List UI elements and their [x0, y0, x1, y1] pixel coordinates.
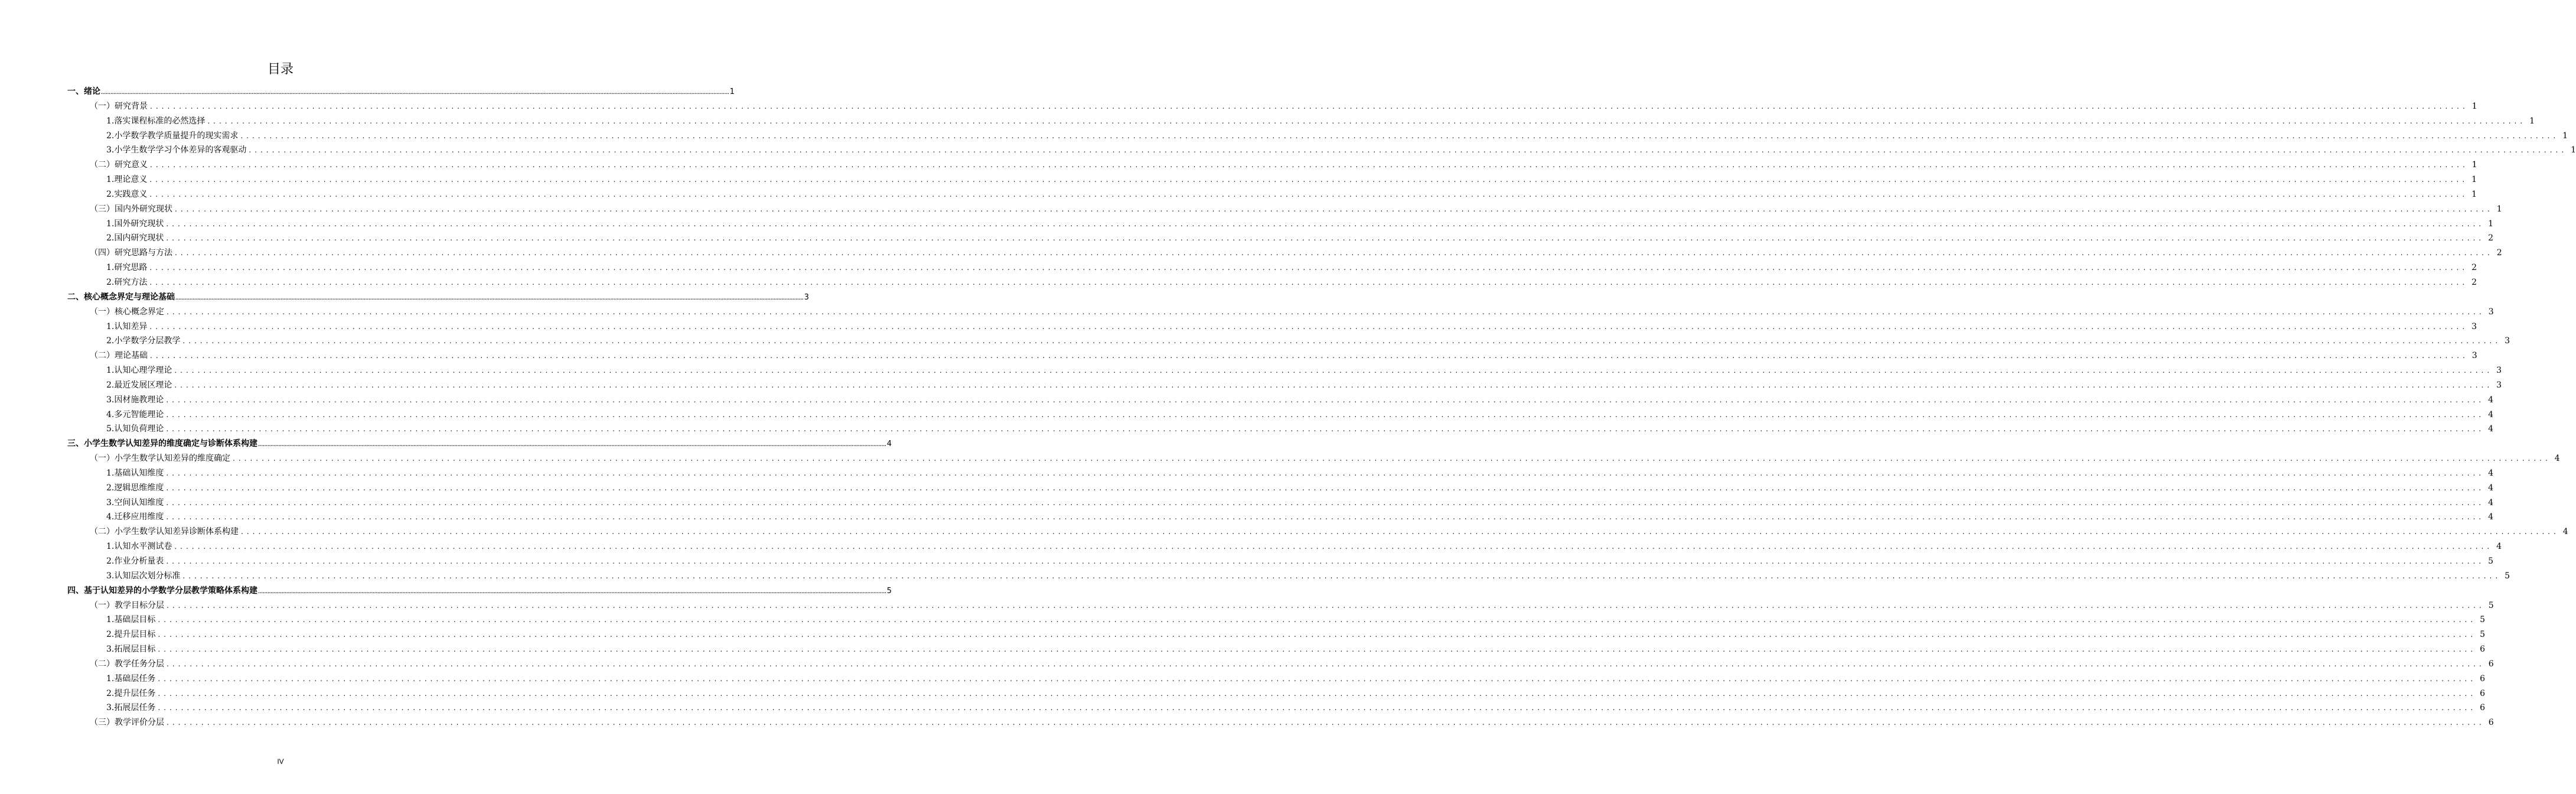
- toc-entry-page-number: 6: [2488, 718, 2494, 728]
- toc-entry[interactable]: [67, 598, 2494, 613]
- toc-entry-page-number: 6: [2488, 659, 2494, 669]
- toc-leader-dots: ................................................................................................................................................................................................................................................................................................................................................................................................................: [158, 704, 2477, 712]
- toc-leader-dots: ................................................................................................................................................................................................................................................................................................................................................................................................................: [166, 468, 2485, 477]
- toc-entry-title: 3.拓展层任务: [106, 703, 156, 713]
- toc-entry-title: 2.最近发展区理论: [106, 380, 172, 390]
- toc-entry[interactable]: [67, 657, 2494, 672]
- toc-entry[interactable]: [67, 158, 2477, 173]
- toc-entry-page-number: 4: [2488, 512, 2494, 522]
- toc-leader-dots: ................................................................................................................................................................................................................................................................................................................................................................................................................: [258, 589, 886, 594]
- toc-entry-page-number: 6: [2480, 703, 2486, 713]
- toc-entry-title: 2.提升层目标: [106, 630, 156, 640]
- toc-leader-dots: ................................................................................................................................................................................................................................................................................................................................................................................................................: [158, 616, 2477, 624]
- toc-entry-page-number: 4: [2488, 424, 2494, 434]
- toc-entry-page-number: 4: [2488, 395, 2494, 405]
- toc-entry[interactable]: [67, 187, 2477, 202]
- toc-leader-dots: ................................................................................................................................................................................................................................................................................................................................................................................................................: [149, 263, 2469, 272]
- toc-leader-dots: ................................................................................................................................................................................................................................................................................................................................................................................................................: [182, 571, 2502, 580]
- toc-entry-page-number: 2: [2488, 233, 2494, 243]
- toc-entry-title: 4.迁移应用维度: [106, 512, 164, 522]
- toc-leader-dots: ................................................................................................................................................................................................................................................................................................................................................................................................................: [174, 542, 2493, 551]
- toc-entry[interactable]: [67, 305, 2494, 320]
- toc-entry-title: 5.认知负荷理论: [106, 424, 164, 434]
- toc-entry-page-number: 3: [2488, 307, 2494, 317]
- toc-entry[interactable]: [67, 496, 2494, 510]
- toc-leader-dots: ................................................................................................................................................................................................................................................................................................................................................................................................................: [175, 249, 2493, 258]
- toc-entry-page-number: 5: [2505, 571, 2510, 581]
- toc-entry-page-number: 4: [886, 440, 892, 449]
- toc-entry-title: （二）教学任务分层: [90, 659, 164, 669]
- toc-entry[interactable]: [67, 349, 2477, 363]
- toc-entry-title: 三、小学生数学认知差异的维度确定与诊断体系构建: [67, 439, 257, 449]
- toc-leader-dots: ................................................................................................................................................................................................................................................................................................................................................................................................................: [207, 116, 2526, 125]
- toc-entry-page-number: 4: [2488, 497, 2494, 507]
- toc-entry-page-number: 2: [2471, 277, 2477, 287]
- toc-entry-title: （三）国内外研究现状: [90, 204, 172, 214]
- toc-entry-page-number: 5: [2488, 557, 2494, 566]
- toc-entry[interactable]: [67, 466, 2494, 481]
- toc-entry-title: 四、基于认知差异的小学数学分层教学策略体系构建: [67, 585, 257, 596]
- toc-entry-page-number: 5: [886, 586, 892, 596]
- toc-entry[interactable]: [67, 554, 2494, 569]
- toc-leader-dots: ................................................................................................................................................................................................................................................................................................................................................................................................................: [149, 322, 2469, 331]
- toc-entry[interactable]: [67, 143, 2576, 158]
- toc-entry-page-number: 3: [2505, 336, 2510, 346]
- toc-entry-page-number: 5: [2480, 630, 2486, 640]
- toc-leader-dots: ................................................................................................................................................................................................................................................................................................................................................................................................................: [182, 337, 2502, 346]
- toc-entry-page-number: 3: [2471, 321, 2477, 331]
- toc-leader-dots: ................................................................................................................................................................................................................................................................................................................................................................................................................: [149, 190, 2469, 198]
- toc-entry-title: 3.因材施教理论: [106, 395, 164, 405]
- toc-entry-page-number: 2: [2471, 263, 2477, 273]
- toc-entry-page-number: 4: [2562, 527, 2568, 537]
- toc-entry-page-number: 4: [2488, 483, 2494, 493]
- toc-entry-title: 3.认知层次划分标准: [106, 571, 181, 581]
- toc-entry[interactable]: [67, 99, 2477, 114]
- toc-leader-dots: ................................................................................................................................................................................................................................................................................................................................................................................................................: [166, 410, 2485, 419]
- toc-leader-dots: ................................................................................................................................................................................................................................................................................................................................................................................................................: [101, 90, 729, 95]
- toc-entry[interactable]: [67, 84, 735, 99]
- page-number-footer: IV: [277, 757, 284, 766]
- toc-entry[interactable]: [67, 393, 2494, 408]
- toc-leader-dots: ................................................................................................................................................................................................................................................................................................................................................................................................................: [249, 146, 2568, 155]
- toc-leader-dots: ................................................................................................................................................................................................................................................................................................................................................................................................................: [158, 645, 2477, 654]
- toc-entry-page-number: 1: [2471, 175, 2477, 185]
- toc-entry[interactable]: [67, 672, 2486, 686]
- toc-entry-page-number: 3: [2496, 366, 2502, 376]
- toc-entry[interactable]: [67, 481, 2494, 496]
- toc-entry-title: 1.理论意义: [106, 175, 148, 185]
- toc-entry-title: 3.空间认知维度: [106, 497, 164, 507]
- toc-entry[interactable]: [67, 408, 2494, 422]
- toc-entry-page-number: 4: [2496, 542, 2502, 552]
- toc-entry[interactable]: [67, 290, 809, 305]
- toc-leader-dots: ................................................................................................................................................................................................................................................................................................................................................................................................................: [241, 528, 2559, 536]
- toc-entry[interactable]: [67, 320, 2477, 334]
- toc-leader-dots: ................................................................................................................................................................................................................................................................................................................................................................................................................: [166, 557, 2485, 565]
- toc-entry-title: 一、绪论: [67, 87, 100, 96]
- toc-leader-dots: ................................................................................................................................................................................................................................................................................................................................................................................................................: [166, 219, 2485, 228]
- toc-entry-title: （二）研究意义: [90, 160, 148, 170]
- toc-entry-title: 1.认知水平测试卷: [106, 542, 172, 552]
- toc-entry[interactable]: [67, 202, 2502, 217]
- toc-entry-page-number: 5: [2480, 615, 2486, 625]
- toc-entry-title: （二）理论基础: [90, 351, 148, 361]
- toc-entry-title: 1.国外研究现状: [106, 219, 164, 229]
- toc-entry[interactable]: [67, 334, 2510, 349]
- toc-leader-dots: ................................................................................................................................................................................................................................................................................................................................................................................................................: [166, 483, 2485, 492]
- toc-entry-page-number: 1: [2471, 101, 2477, 111]
- toc-entry-title: （一）核心概念界定: [90, 307, 164, 317]
- toc-entry-page-number: 1: [2471, 189, 2477, 199]
- toc-leader-dots: ................................................................................................................................................................................................................................................................................................................................................................................................................: [166, 395, 2485, 404]
- toc-entry-title: （三）教学评价分层: [90, 718, 164, 728]
- toc-entry[interactable]: [67, 114, 2535, 129]
- toc-entry-title: 1.基础层任务: [106, 673, 156, 684]
- toc-entry-title: 2.提升层任务: [106, 688, 156, 698]
- toc-entry-title: 2.实践意义: [106, 189, 148, 199]
- toc-leader-dots: ................................................................................................................................................................................................................................................................................................................................................................................................................: [167, 307, 2485, 316]
- toc-leader-dots: ................................................................................................................................................................................................................................................................................................................................................................................................................: [166, 513, 2485, 522]
- toc-entry-title: 1.认知差异: [106, 321, 148, 331]
- toc-leader-dots: ................................................................................................................................................................................................................................................................................................................................................................................................................: [149, 278, 2469, 287]
- toc-leader-dots: ................................................................................................................................................................................................................................................................................................................................................................................................................: [166, 234, 2485, 243]
- toc-entry[interactable]: [67, 422, 2494, 437]
- toc-entry[interactable]: [67, 363, 2502, 378]
- toc-entry-page-number: 6: [2480, 688, 2486, 698]
- toc-entry[interactable]: [67, 275, 2477, 290]
- toc-entry[interactable]: [67, 217, 2494, 232]
- toc-entry[interactable]: [67, 129, 2568, 144]
- toc-entry-page-number: 1: [2562, 131, 2568, 141]
- toc-entry-page-number: 3: [2496, 380, 2502, 390]
- toc-leader-dots: ................................................................................................................................................................................................................................................................................................................................................................................................................: [233, 454, 2551, 463]
- toc-leader-dots: ................................................................................................................................................................................................................................................................................................................................................................................................................: [175, 295, 804, 301]
- toc-entry-title: 1.基础认知维度: [106, 468, 164, 478]
- toc-leader-dots: ................................................................................................................................................................................................................................................................................................................................................................................................................: [149, 175, 2469, 184]
- toc-entry-title: 2.国内研究现状: [106, 233, 164, 243]
- toc-entry[interactable]: [67, 451, 2560, 466]
- toc-entry[interactable]: [67, 715, 2494, 730]
- toc-entry-title: 2.研究方法: [106, 277, 148, 287]
- toc-entry-title: 2.小学数学分层教学: [106, 336, 181, 346]
- toc-leader-dots: ................................................................................................................................................................................................................................................................................................................................................................................................................: [150, 102, 2469, 110]
- toc-leader-dots: ................................................................................................................................................................................................................................................................................................................................................................................................................: [158, 689, 2477, 698]
- toc-entry-page-number: 1: [2488, 219, 2494, 229]
- toc-entry[interactable]: [67, 378, 2502, 393]
- toc-entry[interactable]: [67, 539, 2502, 554]
- toc-entry[interactable]: [67, 569, 2510, 584]
- toc-entry-page-number: 6: [2480, 645, 2486, 655]
- toc-entry-page-number: 2: [2496, 248, 2502, 258]
- toc-leader-dots: ................................................................................................................................................................................................................................................................................................................................................................................................................: [258, 442, 886, 448]
- toc-leader-dots: ................................................................................................................................................................................................................................................................................................................................................................................................................: [167, 718, 2485, 727]
- toc-entry-page-number: 1: [729, 87, 735, 96]
- toc-leader-dots: ................................................................................................................................................................................................................................................................................................................................................................................................................: [158, 630, 2477, 639]
- toc-entry-title: 1.认知心理学理论: [106, 366, 172, 376]
- toc-entry-page-number: 5: [2488, 600, 2494, 610]
- toc-leader-dots: ................................................................................................................................................................................................................................................................................................................................................................................................................: [167, 659, 2485, 668]
- toc-leader-dots: ................................................................................................................................................................................................................................................................................................................................................................................................................: [150, 161, 2469, 170]
- toc-entry-title: （一）小学生数学认知差异的维度确定: [90, 454, 230, 464]
- toc-entry-page-number: 1: [2571, 145, 2576, 155]
- toc-entry-page-number: 6: [2480, 673, 2486, 684]
- toc-leader-dots: ................................................................................................................................................................................................................................................................................................................................................................................................................: [240, 131, 2559, 140]
- toc-entry[interactable]: [67, 261, 2477, 275]
- toc-entry-title: 二、核心概念界定与理论基础: [67, 292, 175, 302]
- toc-entry-page-number: 3: [2471, 351, 2477, 361]
- toc-entry[interactable]: [67, 173, 2477, 187]
- toc-leader-dots: ................................................................................................................................................................................................................................................................................................................................................................................................................: [150, 352, 2469, 360]
- toc-leader-dots: ................................................................................................................................................................................................................................................................................................................................................................................................................: [174, 380, 2493, 389]
- toc-leader-dots: ................................................................................................................................................................................................................................................................................................................................................................................................................: [167, 601, 2485, 610]
- toc-entry[interactable]: [67, 613, 2486, 627]
- toc-entry-title: 2.逻辑思维维度: [106, 483, 164, 493]
- table-of-contents: [67, 84, 2576, 730]
- toc-entry-title: 4.多元智能理论: [106, 409, 164, 419]
- toc-entry[interactable]: [67, 686, 2486, 701]
- toc-entry-page-number: 4: [2488, 409, 2494, 419]
- toc-entry[interactable]: [67, 525, 2568, 539]
- toc-entry[interactable]: [67, 231, 2494, 246]
- toc-leader-dots: ................................................................................................................................................................................................................................................................................................................................................................................................................: [158, 674, 2477, 683]
- toc-leader-dots: ................................................................................................................................................................................................................................................................................................................................................................................................................: [166, 498, 2485, 507]
- toc-entry-title: （二）小学生数学认知差异诊断体系构建: [90, 527, 239, 537]
- page-title: 目录: [267, 62, 294, 77]
- toc-leader-dots: ................................................................................................................................................................................................................................................................................................................................................................................................................: [166, 425, 2485, 434]
- toc-entry-title: 3.拓展层目标: [106, 645, 156, 655]
- toc-entry-title: 1.研究思路: [106, 263, 148, 273]
- toc-entry-title: 1.落实课程标准的必然选择: [106, 116, 206, 126]
- toc-entry[interactable]: [67, 246, 2502, 261]
- toc-entry-page-number: 4: [2554, 454, 2560, 464]
- toc-entry-title: 2.小学数学教学质量提升的现实需求: [106, 131, 239, 141]
- toc-entry-title: 3.小学生数学学习个体差异的客观驱动: [106, 145, 247, 155]
- toc-leader-dots: ................................................................................................................................................................................................................................................................................................................................................................................................................: [175, 204, 2493, 213]
- toc-entry[interactable]: [67, 701, 2486, 715]
- toc-entry-page-number: 1: [2529, 116, 2535, 126]
- toc-leader-dots: ................................................................................................................................................................................................................................................................................................................................................................................................................: [174, 366, 2493, 375]
- toc-entry[interactable]: [67, 642, 2486, 657]
- toc-entry-page-number: 3: [804, 292, 809, 302]
- toc-entry[interactable]: [67, 584, 892, 598]
- toc-entry-title: （四）研究思路与方法: [90, 248, 172, 258]
- toc-entry-page-number: 4: [2488, 468, 2494, 478]
- toc-entry-title: （一）研究背景: [90, 101, 148, 111]
- toc-entry[interactable]: [67, 510, 2494, 525]
- toc-entry-page-number: 1: [2471, 160, 2477, 170]
- toc-entry[interactable]: [67, 437, 892, 451]
- toc-entry-title: 2.作业分析量表: [106, 557, 164, 566]
- toc-entry-title: 1.基础层目标: [106, 615, 156, 625]
- toc-entry[interactable]: [67, 627, 2486, 642]
- toc-entry-page-number: 1: [2496, 204, 2502, 214]
- toc-entry-title: （一）教学目标分层: [90, 600, 164, 610]
